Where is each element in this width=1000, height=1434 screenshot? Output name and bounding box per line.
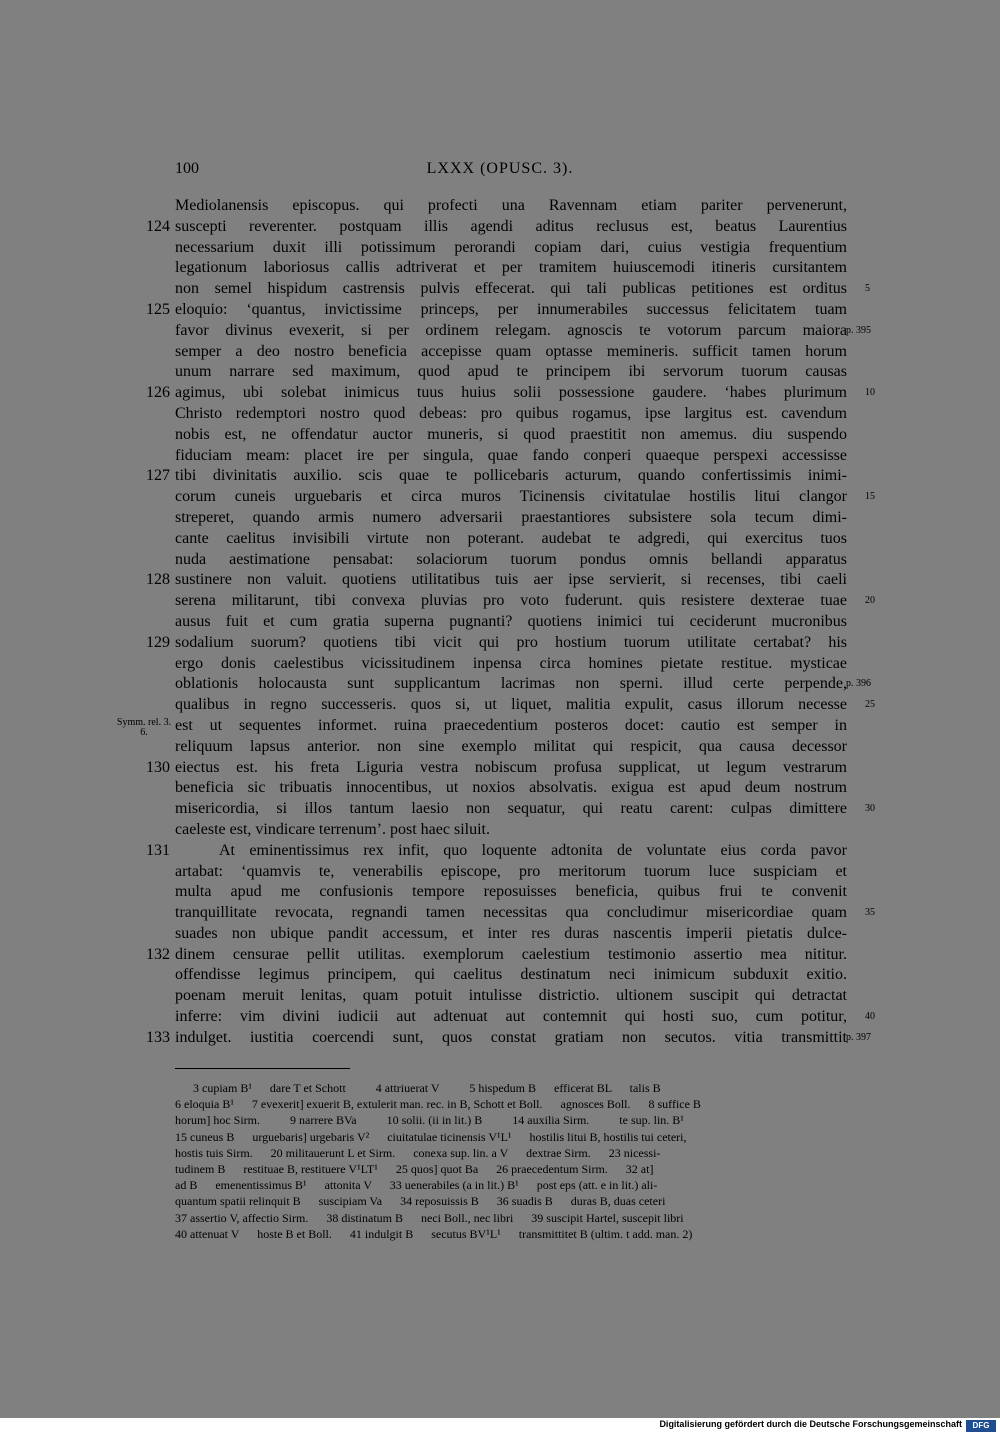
line-text: Christo redemptori nostro quod debeas: pro quibus rogamus, ipse largitus est. cavendum [175,404,847,422]
line-number: 5 [865,283,870,295]
line-text: corum cuneis urguebaris et circa muros Ticinensis civitatulae hostilis litui clangor [175,488,847,506]
text-line [0,258,1000,279]
line-text: suscepti reverenter. postquam illis agendi aditus reclusus est, beatus Laurentius [175,217,847,235]
note-text: 15 cuneus B urguebaris] urgebaris V² ciuitatulae ticinensis V¹L¹ hostilis litui B, hostilis tui ceteri, [175,1129,687,1144]
line-text: unum narrare sed maximum, quod apud te principem ibi servorum tuorum causas [175,363,847,381]
page-reference: p. 395 [846,324,871,336]
note-text: ad B emenentissimus B¹ attonita V 33 uenerabiles (a in lit.) B¹ post eps (att. e in lit.) ali- [175,1178,658,1193]
line-number: 20 [865,595,875,607]
text-line [0,924,1000,945]
line-text: beneficia sic tribuatis innocentibus, ut noxios absolvatis. exigua est apud deum nostrum [175,779,847,797]
line-text: multa apud me confusionis tempore reposuisses beneficia, quibus frui te convenit [175,883,847,901]
text-line [0,238,1000,259]
section-number: 130 [146,758,170,776]
footer-text: Digitalisierung gefördert durch die Deutsche Forschungsgemeinschaft [659,1419,962,1429]
text-line [0,695,1000,716]
note-line [0,1210,1000,1226]
text-line [0,362,1000,383]
line-number: 15 [865,491,875,503]
line-text: reliquum lapsus anterior. non sine exemplo militat qui respicit, qua causa decessor [175,737,847,755]
line-text: favor divinus evexerit, si per ordinem relegam. agnoscis te votorum parcum maiora [175,321,847,339]
text-line [0,633,1000,654]
line-text: est ut sequentes informet. ruina praecedentium posteros docet: cautio est semper in [175,716,847,734]
text-line [0,508,1000,529]
note-line [0,1080,1000,1096]
text-line [0,903,1000,924]
note-text: hostis tuis Sirm. 20 militauerunt L et Sirm. conexa sup. lin. a V dextrae Sirm. 23 nicessi- [175,1145,661,1160]
note-line [0,1177,1000,1193]
line-text: non semel hispidum castrensis pulvis effecerat. qui tali publicas petitiones est orditus [175,280,847,298]
line-text: tibi divinitatis auxilio. scis quae te pollicebaris acturum, quando confertissimis inimi- [175,467,847,485]
line-text: offendisse legimus principem, qui caelitus destinatum neci inimicum subduxit exitio. [175,966,847,984]
line-text: streperet, quando armis numero adversarii praestantiores subsistere sola tecum dimi- [175,508,847,526]
line-text: inferre: vim divini iudicii aut adtenuat aut contemnit qui hosti suo, cum potitur, [175,1008,847,1026]
line-text: poenam meruit lenitas, quam potuit intulisse districtio. ultionem suscipit qui detractat [175,987,847,1005]
text-line [0,758,1000,779]
section-number: 133 [146,1028,170,1046]
section-number: 128 [146,571,170,589]
text-line [0,342,1000,363]
line-text: indulget. iustitia coercendi sunt, quos constat gratiam non secutos. vitia transmittit [175,1028,847,1046]
note-text: 40 attenuat V hoste B et Boll. 41 indulgit B secutus BV¹L¹ transmittitet B (ultim. t add. man. 2) [175,1226,693,1241]
text-line [0,737,1000,758]
line-text: necessarium duxit illi potissimum perorandi copiam dari, cuius vestigia frequentium [175,238,847,256]
note-text: horum] hoc Sirm. 9 narrere BVa 10 solii. (ii in lit.) B 14 auxilia Sirm. te sup. lin. B¹ [175,1113,684,1128]
note-text: tudinem B restituae B, restituere V¹LT¹ 25 quos] quot Ba 26 praecedentum Sirm. 32 at] [175,1161,654,1176]
page-header [0,160,1000,184]
text-line [0,882,1000,903]
page-reference: p. 397 [846,1031,871,1043]
text-line [0,446,1000,467]
text-line [0,321,1000,342]
text-line [0,716,1000,737]
line-number: 10 [865,387,875,399]
line-number: 35 [865,907,875,919]
line-text: caeleste est, vindicare terrenum’. post haec siluit. [175,820,490,838]
section-number: 124 [146,217,170,235]
text-line [0,425,1000,446]
line-text: legationum laboriosus callis adtriverat et per tramitem huiuscemodi itineris cursitantem [175,259,847,277]
text-line [0,820,1000,841]
line-number: 25 [865,699,875,711]
text-line [0,466,1000,487]
section-number: 131 [146,841,170,859]
section-number: 126 [146,384,170,402]
note-text: 37 assertio V, affectio Sirm. 38 distinatum B neci Boll., nec libri 39 suscipit Hartel, suscepit libri [175,1210,684,1225]
note-text: 6 eloquia B¹ 7 evexerit] exuerit B, extulerit man. rec. in B, Schott et Boll. agnosces Boll. 8 suffice B [175,1097,701,1112]
footnote-rule [175,1068,350,1069]
text-line [0,799,1000,820]
line-number: 30 [865,803,875,815]
text-line [0,1028,1000,1049]
text-line [0,279,1000,300]
line-text: nuda aestimatione pensabat: solaciorum tuorum pondus omnis bellandi apparatus [175,550,847,568]
line-text: serena militarunt, tibi convexa pluvias pro voto fuderunt. quis resistere dexterae tuae [175,592,847,610]
text-line [0,654,1000,675]
note-line [0,1112,1000,1128]
line-text: agimus, ubi solebat inimicus tuus huius solii possessione gaudere. ‘habes plurimum [175,384,847,402]
line-text: ausus fuit et cum gratia superna pugnanti? quotiens inimici tui ceciderunt mucronibus [175,612,847,630]
text-line [0,570,1000,591]
text-line [0,862,1000,883]
note-line [0,1129,1000,1145]
section-number: 132 [146,945,170,963]
line-text: oblationis holocausta sunt supplicantum lacrimas non sperni. illud certe perpende, [175,675,847,693]
text-line [0,841,1000,862]
text-line [0,529,1000,550]
text-line [0,300,1000,321]
main-text [0,196,1000,1049]
dfg-logo: DFG [966,1420,996,1432]
line-text: suades non ubique pandit accessum, et inter res duras nascentis imperii pietatis dulce- [175,924,847,942]
apparatus-criticus [0,1080,1000,1242]
text-line [0,196,1000,217]
note-text: quantum spatii relinquit B suscipiam Va 34 reposuissis B 36 suadis B duras B, duas ceteri [175,1194,666,1209]
text-line [0,383,1000,404]
line-text: sodalium suorum? quotiens tibi vicit qui pro hostium tuorum utilitate certabat? his [175,633,847,651]
note-line [0,1161,1000,1177]
text-line [0,217,1000,238]
line-text: At eminentissimus rex infit, quo loquente adtonita de voluntate eius corda pavor [219,841,847,859]
line-number: 40 [865,1011,875,1023]
line-text: Mediolanensis episcopus. qui profecti una Ravennam etiam pariter pervenerunt, [175,197,847,214]
text-line [0,965,1000,986]
line-text: ergo donis caelestibus vicissitudinem inpensa circa homines pietate restitue. mysticae [175,654,847,672]
line-text: dinem censurae pellit utilitas. exemplorum caelestium testimonio assertio mea nititur. [175,945,847,963]
note-line [0,1145,1000,1161]
line-text: qualibus in regno successeris. quos si, ut liquet, malitia expulit, casus illorum necesse [175,696,847,714]
section-number: 125 [146,300,170,318]
line-text: nobis est, ne offendatur auctor muneris, si quod praestitit non amemus. diu suspendo [175,425,847,443]
text-line [0,986,1000,1007]
text-line [0,674,1000,695]
text-line [0,404,1000,425]
line-text: fiduciam meam: placet ire per singula, quae fando conperi quaeque perspexi accessisse [175,446,847,464]
line-text: misericordia, si illos tantum laesio non sequatur, qui reatu carent: culpas dimittere [175,800,847,818]
page-number: 100 [175,160,199,177]
line-text: sustinere non valuit. quotiens utilitatibus tuis aer ipse servierit, si recenses, tibi caeli [175,571,847,589]
text-line [0,778,1000,799]
section-number: 127 [146,467,170,485]
line-text: eiectus est. his freta Liguria vestra nobiscum profusa supplicat, ut legum vestrarum [175,758,847,776]
line-text: eloquio: ‘quantus, invictissime princeps, per innumerabiles successus felicitatem tuam [175,300,847,318]
source-reference: Symm. rel. 3. 6. [116,716,172,738]
text-line [0,591,1000,612]
note-text: 3 cupiam B¹ dare T et Schott 4 attriuerat V 5 hispedum B efficerat BL talis B [175,1081,661,1095]
section-number: 129 [146,633,170,651]
line-text: cante caelitus invisibili virtute non poterant. audebat te adgredi, qui exercitus tuos [175,529,847,547]
line-text: artabat: ‘quamvis te, venerabilis episcope, pro meritorum tuorum luce suspiciam et [175,862,847,880]
running-head: LXXX (OPUSC. 3). [426,160,574,177]
text-line [0,945,1000,966]
footer-bar [0,1418,1000,1434]
note-line [0,1193,1000,1209]
text-line [0,612,1000,633]
line-text: semper a deo nostro beneficia accepisse quam optasse memineris. sufficit tamen horum [175,342,847,360]
note-line [0,1096,1000,1112]
text-line [0,550,1000,571]
line-text: tranquillitate revocata, regnandi tamen necessitas qua concludimur misericordiae quam [175,904,847,922]
text-line [0,1007,1000,1028]
note-line [0,1226,1000,1242]
text-line [0,487,1000,508]
page-reference: p. 396 [846,678,871,690]
